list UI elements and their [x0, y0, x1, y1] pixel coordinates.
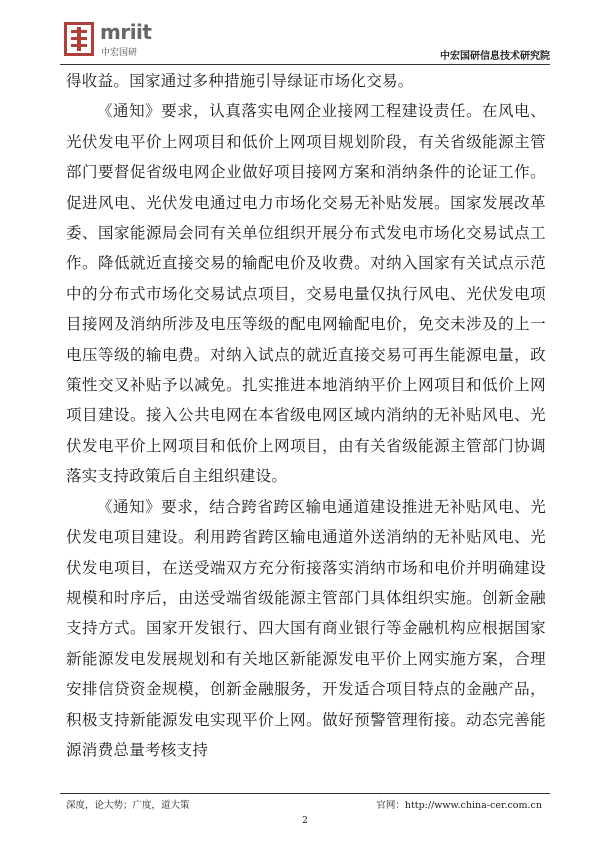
- footer-website: 官网：http://www.china-cer.com.cn: [376, 800, 542, 811]
- paragraph: 《通知》要求，结合跨省跨区输电通道建设推进无补贴风电、光伏发电项目建设。利用跨省跨区输电通道外送消纳的无补贴风电、光伏发电项目，在送受端双方充分衔接落实消纳市场和电价并明确建设规模和时序后，由送受端省级能源主管部门具体组织实施。创新金融支持方式。国家开发银行、四大国有商业银行等金融机构应根据国家新能源发电发展规划和有关地区新能源发电平价上网实施方案，合理安排信贷资金规模，创新金融服务，开发适合项目特点的金融产品，积极支持新能源发电实现平价上网。做好预警管理衔接。动态完善能源消费总量考核支持: [66, 497, 546, 759]
- page-header: [60, 18, 550, 66]
- logo-text: mriit: [100, 20, 152, 44]
- footer-slogan: 深度，论大势；广度，道大策: [66, 800, 190, 811]
- paragraph: 《通知》要求，认真落实电网企业接网工程建设责任。在风电、光伏发电平价上网项目和低价上网项目规划阶段，有关省级能源主管部门要督促省级电网企业做好项目接网方案和消纳条件的论证工作。促进风电、光伏发电通过电力市场化交易无补贴发展。国家发展改革委、国家能源局会同有关单位组织开展分布式发电市场化交易试点工作。降低就近直接交易的输配电价及收费。对纳入国家有关试点示范中的分布式市场化交易试点项目，交易电量仅执行风电、光伏发电项目接网及消纳所涉及电压等级的配电网输配电价，免交未涉及的上一电压等级的输电费。对纳入试点的就近直接交易可再生能源电量，政策性交叉补贴予以减免。扎实推进本地消纳平价上网项目和低价上网项目建设。接入公共电网在本省级电网区域内消纳的无补贴风电、光伏发电平价上网项目和低价上网项目，由有关省级能源主管部门协调落实支持政策后自主组织建设。: [66, 102, 546, 486]
- header-institute-title: 中宏国研信息技术研究院: [440, 51, 550, 62]
- header-divider: [60, 64, 550, 65]
- footer-divider: [60, 793, 550, 794]
- mriit-logo: [64, 18, 184, 64]
- logo-mark-icon: [64, 22, 94, 56]
- paragraph-continuation: 得收益。国家通过多种措施引导绿证市场化交易。: [66, 72, 414, 90]
- document-body: [66, 66, 546, 765]
- page-number: 2: [302, 816, 308, 826]
- logo-subtext: 中宏国研: [101, 48, 138, 58]
